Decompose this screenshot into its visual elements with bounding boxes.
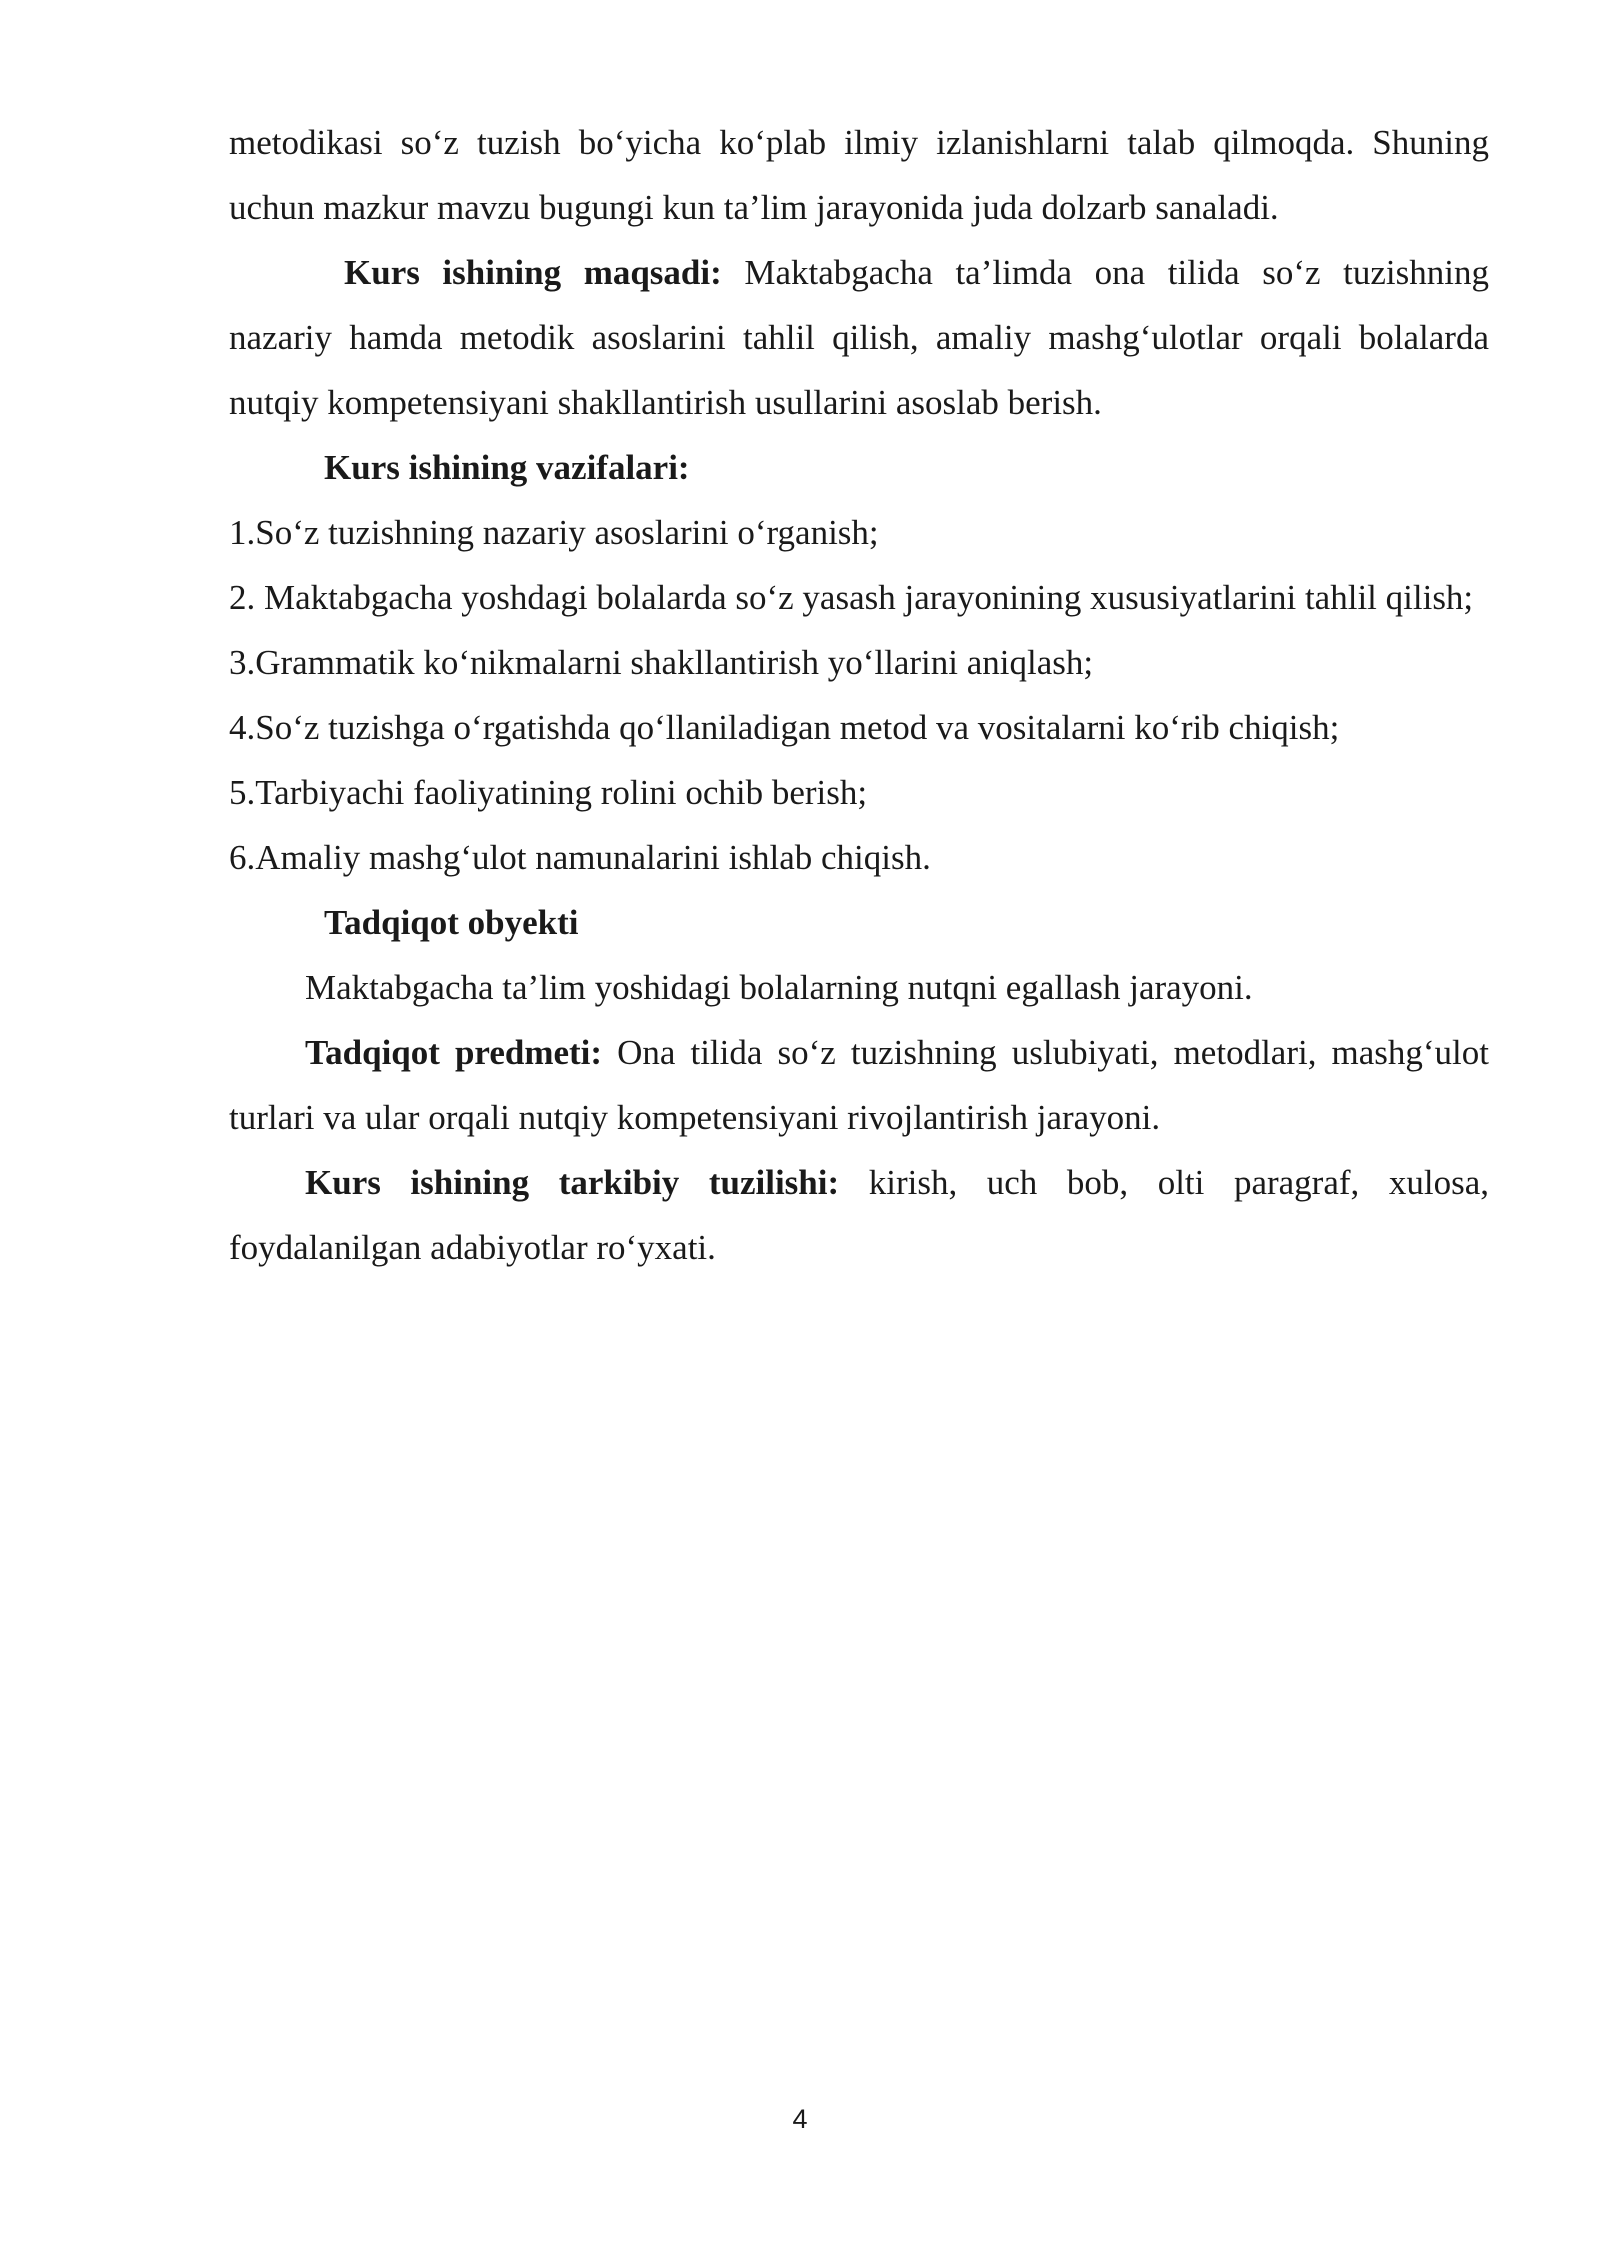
task-item-6: 6.Amaliy mashg‘ulot namunalarini ishlab chiqish. [229,838,931,877]
structure-text: kirish, uch bob, olti paragraf, xulosa, foydalanilgan adabiyotlar ro‘yxati. [229,1163,1489,1267]
subject-paragraph [229,1020,1489,1150]
document-page [229,110,1489,1280]
intro-paragraph: metodikasi so‘z tuzish bo‘yicha ko‘plab ilmiy izlanishlarni talab qilmoqda. Shuning uchun mazkur mavzu bugungi kun ta’lim jarayonida juda dolzarb sanaladi. [229,123,1489,227]
page-number: 4 [792,2104,808,2134]
goal-text: Maktabgacha ta’limda ona tilida so‘z tuzishning nazariy hamda metodik asoslarini tahlil qilish, amaliy mashg‘ulotlar orqali bolalarda nutqiy kompetensiyani shakllantirish usullarini asoslab berish. [229,253,1489,422]
tasks-heading: Kurs ishining vazifalari: [324,448,690,487]
task-item-5: 5.Tarbiyachi faoliyatining rolini ochib berish; [229,773,868,812]
task-item-3: 3.Grammatik ko‘nikmalarni shakllantirish yo‘llarini aniqlash; [229,643,1094,682]
task-item-1: 1.So‘z tuzishning nazariy asoslarini o‘rganish; [229,513,879,552]
subject-label: Tadqiqot predmeti: [305,1033,603,1072]
object-heading: Tadqiqot obyekti [324,903,579,942]
subject-text: Ona tilida so‘z tuzishning uslubiyati, metodlari, mashg‘ulot turlari va ular orqali nutqiy kompetensiyani rivojlantirish jarayoni. [229,1033,1489,1137]
goal-paragraph [229,240,1489,435]
goal-label: Kurs ishining maqsadi: [344,253,722,292]
task-item-2: 2. Maktabgacha yoshdagi bolalarda so‘z yasash jarayonining xususiyatlarini tahlil qilish; [229,578,1474,617]
task-item-4: 4.So‘z tuzishga o‘rgatishda qo‘llaniladigan metod va vositalarni ko‘rib chiqish; [229,708,1340,747]
object-text: Maktabgacha ta’lim yoshidagi bolalarning nutqni egallash jarayoni. [305,968,1253,1007]
structure-label: Kurs ishining tarkibiy tuzilishi: [305,1163,840,1202]
structure-paragraph [229,1150,1489,1280]
